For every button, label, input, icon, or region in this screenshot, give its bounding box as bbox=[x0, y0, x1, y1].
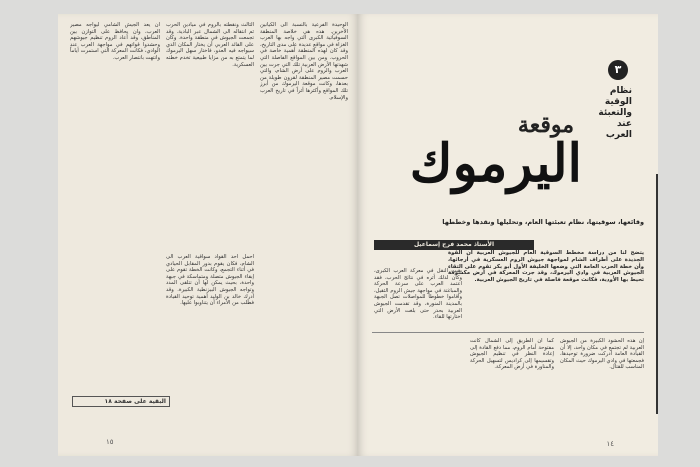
column-text: ان يعد الجيش الشامي ليواجه مصير العرب، وان يحافظ على التوازن بين المناطق، وقد أعاد الروم تنظيم جيوشهم وحشدوا قواتهم في مواجهة العرب عند الوادي، فكانت المعركة التي استمرت أياماً وانتهت بانتصار العرب. bbox=[70, 22, 160, 61]
text-column bbox=[166, 254, 254, 414]
column-text: أحمل أحد القواد سواقية العرب الى الشام، فكان يقوم بدور المقابل الحيادي في أثناء التجمع، وكانت الخطة تقوم على إبقاء الجيوش متصلة ومتماسكة في جبهة واحدة، بحيث يمكن لها أن تتلقى المدد وتواجه الجيوش البيزنطية الكبيرة. وقد أدرك خالد بن الوليد أهمية توحيد القيادة فطلب من الأمراء أن يتناوبوا عليها. bbox=[166, 254, 254, 307]
column-text: بقيت النقل في معركة العرب الكبرى، وكان لذلك أثره في نتائج الحرب، فقد اعتمد العرب على سرعة الحركة والمباغتة في مواجهة جيش الروم الثقيل، وأقاموا خطوطاً للمواصلات تصل الجبهة بالمدينة المنورة، وقد تقدمت الجيوش العربية بحذر حتى بلغت الأرض التي اختارتها للقاء. bbox=[374, 268, 462, 321]
series-title: نظام الوقية والتعبئة عند العرب bbox=[598, 86, 632, 140]
left-page bbox=[58, 14, 358, 456]
text-column bbox=[470, 338, 554, 438]
text-column bbox=[560, 338, 644, 438]
text-column bbox=[374, 268, 462, 438]
column-text: إن هذه الحشود الكبيرة من الجيوش العربية لم تجتمع في مكان واحد، إلا أن القيادة العامة أدركت ضرورة توحيدها، فجمعتها في وادي اليرموك حيث المكان المناسب للقتال. bbox=[560, 338, 644, 371]
column-text: الوحيدة الفرعية بالنسبة الى الكيانين الأخرين. هذه هي خلاصة المنطقة السوفياتية الكبرى التي واجه بها العرب الغزاة في مواقع عديدة على مدى التاريخ، وقد كان لهذه المنطقة أهمية خاصة في الحروب. ومن بين المواقع الفاصلة التي شهدتها الأرض العربية تلك التي جرت بين العرب والروم على أرض الشام، والتي حسمت مصير المنطقة لقرون طويلة من بعدها، وكانت موقعة اليرموك من أبرز تلك المواقع وأكثرها أثراً في تاريخ العرب والإسلام. bbox=[260, 22, 348, 101]
page-edge bbox=[656, 174, 658, 414]
text-column bbox=[260, 22, 348, 392]
series-number-badge: ٣ bbox=[608, 60, 628, 80]
text-column bbox=[70, 22, 160, 382]
page-number: ١٥ bbox=[106, 438, 114, 446]
article-intro: يتضح لنا من دراسة مخطط السوقية العام للجيوش العربية أن القوة الجديدة على أطراف الشام لمواجهة جيوش الروم العسكرية في أرجائها، وأن خطة الحرب العامة التي وضعها الخليفة الأول أبو بكر تقوم على التقاء الجيوش العربية في وادي اليرموك، وقد جرت المعركة في أرض مكشوفة تحيط بها الأودية، فكانت موقعة فاصلة في تاريخ الجيوش العربية. bbox=[448, 250, 644, 284]
page-number: ١٤ bbox=[606, 440, 614, 448]
right-page bbox=[358, 14, 658, 456]
column-text: الثالث ونقطته بالروم في ميادين الحرب ثم انتقاله الى الشمال عبر البادية. وقد تجمعت الجيوش في منطقة واحدة. وكان على القائد العربي أن يختار المكان الذي سيواجه فيه العدو، فاختار سهل اليرموك لما يتمتع به من مزايا طبيعية تخدم خطته العسكرية. bbox=[166, 22, 254, 68]
author-byline: الأستاذ محمد فرج إسماعيل bbox=[374, 240, 534, 250]
text-column bbox=[166, 22, 254, 232]
article-title-small: موقعة bbox=[517, 112, 574, 138]
continued-note: البقية على صفحة ١٨ bbox=[72, 396, 170, 407]
article-subtitle: وقائعها، سوقيتها، نظام تعبئتها العام، وتحليلها ونقدها وخططها bbox=[442, 218, 644, 226]
column-text: كما أن الطريق إلى الشمال كانت مفتوحة أمام الروم، مما دفع القادة إلى إعادة النظر في تنظيم الجيوش وتقسيمها إلى كراديس لتسهيل الحركة والمناورة في أرض المعركة. bbox=[470, 338, 554, 371]
article-title: اليرموك bbox=[409, 133, 582, 194]
magazine-spread bbox=[58, 14, 658, 456]
